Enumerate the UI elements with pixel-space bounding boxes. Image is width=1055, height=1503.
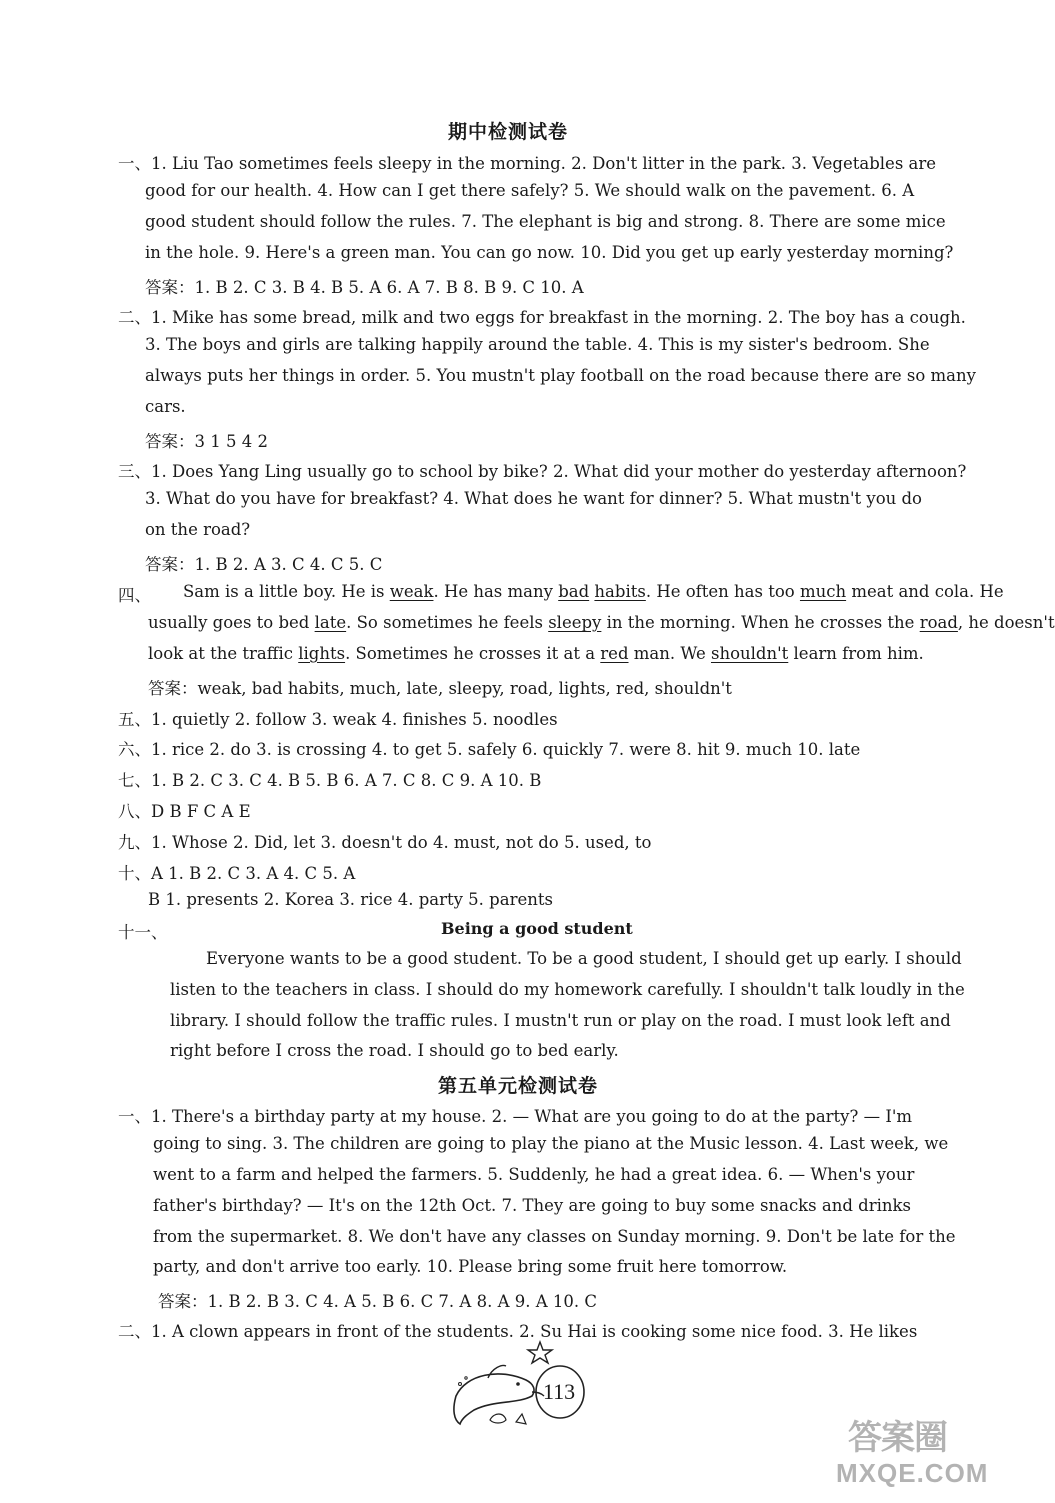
midterm-s4-line: usually goes to bed late. So sometimes he feels sleepy in the morning. When he crosses the road, he doesn't [148,613,1055,632]
cloze-word: habits [594,582,646,601]
essay-line: Everyone wants to be a good student. To be a good student, I should get up early. I should [206,949,962,968]
unit5-s1-line: going to sing. 3. The children are going to play the piano at the Music lesson. 4. Last week, we [153,1134,949,1153]
essay-title: Being a good student [441,919,633,938]
unit5-s1-line: party, and don't arrive too early. 10. Please bring some fruit here tomorrow. [153,1257,788,1276]
midterm-s7: 七、1. B 2. C 3. C 4. B 5. B 6. A 7. C 8. C 9. A 10. B [118,771,542,790]
cloze-word: late [314,613,347,632]
midterm-s5: 五、1. quietly 2. follow 3. weak 4. finishes 5. noodles [118,710,558,729]
midterm-s4-label: 四、 [118,586,151,605]
midterm-s1-line: 一、1. Liu Tao sometimes feels sleepy in the morning. 2. Don't litter in the park. 3. Vegetables are [118,154,937,173]
midterm-s6: 六、1. rice 2. do 3. is crossing 4. to get 5. safely 6. quickly 7. were 8. hit 9. much 10. late [118,740,861,759]
cloze-word: lights [298,644,346,663]
midterm-s1-line: good for our health. 4. How can I get there safely? 5. We should walk on the pavement. 6. A [145,181,915,200]
midterm-s9: 九、1. Whose 2. Did, let 3. doesn't do 4. must, not do 5. used, to [118,833,652,852]
midterm-s10b: B 1. presents 2. Korea 3. rice 4. party 5. parents [148,890,553,909]
midterm-s3-line: 3. What do you have for breakfast? 4. What does he want for dinner? 5. What mustn't you do [145,489,922,508]
cloze-word: bad [558,582,590,601]
midterm-s8: 八、D B F C A E [118,802,251,821]
midterm-s1-answer: 答案：1. B 2. C 3. B 4. B 5. A 6. A 7. B 8. B 9. C 10. A [145,278,584,297]
essay-line: right before I cross the road. I should go to bed early. [170,1041,619,1060]
midterm-s3-line: on the road? [145,520,251,539]
midterm-s11-label: 十一、 [118,923,168,942]
midterm-s4-line: look at the traffic lights. Sometimes he crosses it at a red man. We shouldn't learn from him. [148,644,924,663]
unit5-title: 第五单元检测试卷 [438,1075,599,1097]
midterm-s1-line: in the hole. 9. Here's a green man. You can go now. 10. Did you get up early yesterday morning? [145,243,954,262]
midterm-s2-line: 二、1. Mike has some bread, milk and two eggs for breakfast in the morning. 2. The boy has a cough. [118,308,966,327]
midterm-s1-line: good student should follow the rules. 7. The elephant is big and strong. 8. There are some mice [145,212,946,231]
unit5-s1-line: father's birthday? — It's on the 12th Oct. 7. They are going to buy some snacks and drinks [153,1196,911,1215]
dolphin-icon [448,1340,598,1432]
midterm-s3-line: 三、1. Does Yang Ling usually go to school by bike? 2. What did your mother do yesterday afternoon? [118,462,967,481]
midterm-s3-answer: 答案：1. B 2. A 3. C 4. C 5. C [145,555,383,574]
watermark-logo: 答案圈 [848,1419,947,1457]
cloze-word: road [919,613,958,632]
midterm-s2-line: always puts her things in order. 5. You mustn't play football on the road because there are so many [145,366,976,385]
midterm-s10a: 十、A 1. B 2. C 3. A 4. C 5. A [118,864,356,883]
unit5-s1-line: went to a farm and helped the farmers. 5. Suddenly, he had a great idea. 6. — When's your [153,1165,915,1184]
cloze-word: weak [389,582,434,601]
midterm-s4-line: Sam is a little boy. He is weak. He has many bad habits. He often has too much meat and cola. He [183,582,1004,601]
page-number: 113 [543,1379,576,1404]
midterm-s4-answer: 答案：weak, bad habits, much, late, sleepy, road, lights, red, shouldn't [148,679,732,698]
midterm-s2-line: 3. The boys and girls are talking happily around the table. 4. This is my sister's bedroom. She [145,335,930,354]
midterm-s2-answer: 答案：3 1 5 4 2 [145,432,268,451]
essay-line: listen to the teachers in class. I should do my homework carefully. I shouldn't talk loudly in the [170,980,965,999]
unit5-s2-line: 二、1. A clown appears in front of the students. 2. Su Hai is cooking some nice food. 3. He likes [118,1322,918,1341]
watermark-url: MXQE.COM [836,1458,989,1488]
cloze-word: much [799,582,847,601]
unit5-s1-line: 一、1. There's a birthday party at my house. 2. — What are you going to do at the party? — I'm [118,1107,913,1126]
cloze-word: red [600,644,629,663]
cloze-word: shouldn't [710,644,789,663]
midterm-title: 期中检测试卷 [448,121,569,143]
unit5-s1-line: from the supermarket. 8. We don't have any classes on Sunday morning. 9. Don't be late for the [153,1227,956,1246]
essay-line: library. I should follow the traffic rules. I mustn't run or play on the road. I must look left and [170,1011,951,1030]
cloze-word: sleepy [548,613,602,632]
unit5-s1-answer: 答案：1. B 2. B 3. C 4. A 5. B 6. C 7. A 8. A 9. A 10. C [158,1292,597,1311]
midterm-s2-line: cars. [145,397,186,416]
